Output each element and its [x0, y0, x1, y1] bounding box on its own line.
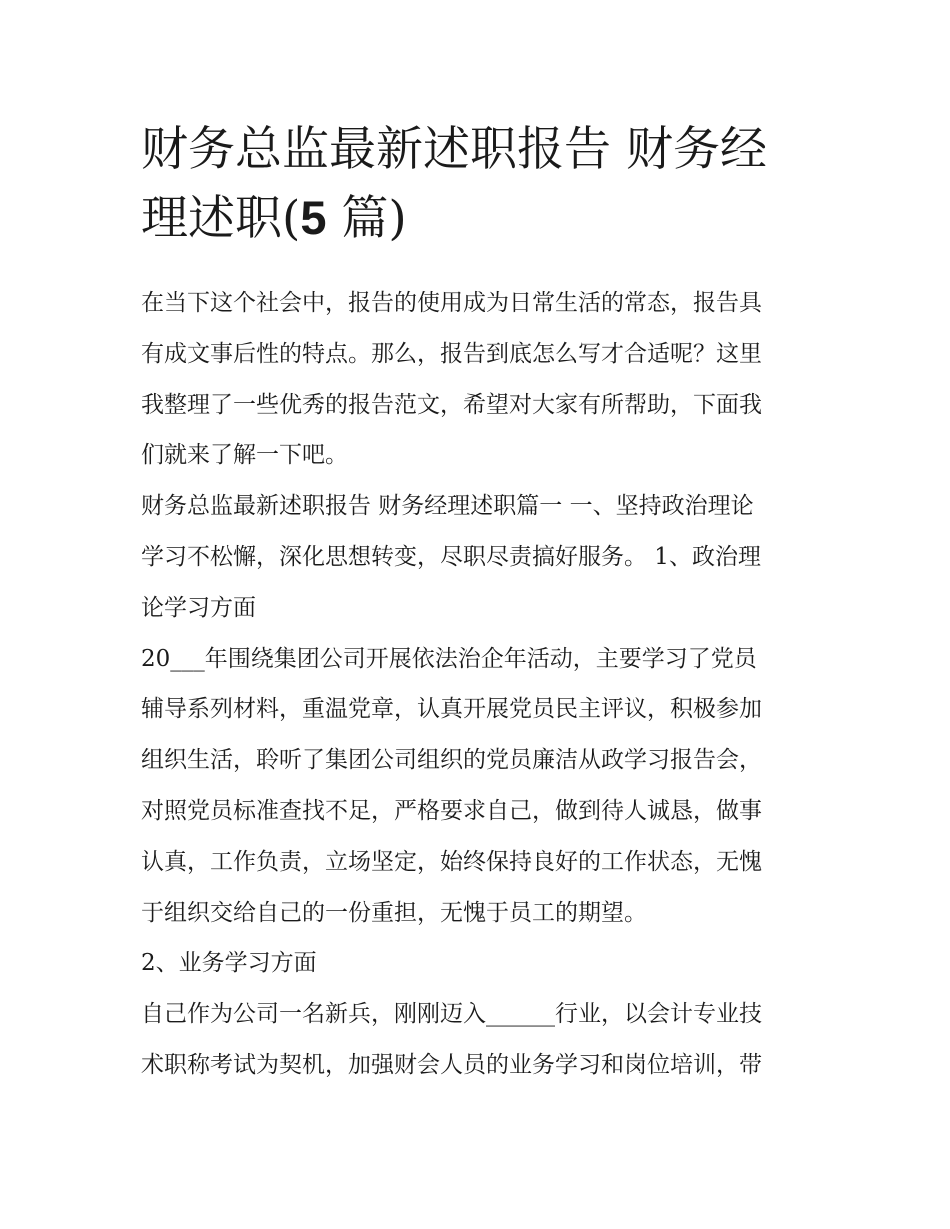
title-count: 5: [300, 191, 327, 244]
body-line: 我整理了一些优秀的报告范文，希望对大家有所帮助，下面我: [141, 391, 762, 418]
body-line: 于组织交给自己的一份重担，无愧于员工的期望。: [141, 899, 647, 926]
title-line-1: 财务总监最新述职报告 财务经: [141, 122, 767, 177]
body-line: 2、业务学习方面: [141, 950, 317, 977]
body-line: 20___年围绕集团公司开展依法治企年活动，主要学习了党员: [141, 645, 757, 672]
body-line: 在当下这个社会中，报告的使用成为日常生活的常态，报告具: [141, 290, 762, 316]
body-line: 财务总监最新述职报告 财务经理述职篇一 一、坚持政治理论: [141, 493, 754, 520]
body-line: 术职称考试为契机，加强财会人员的业务学习和岗位培训，带: [141, 1051, 762, 1078]
title-line-2: [141, 184, 821, 252]
body-line: 们就来了解一下吧。: [141, 442, 348, 469]
body-line: 认真，工作负责，立场坚定，始终保持良好的工作状态，无愧: [141, 848, 762, 875]
title-line-2-text: 理述职(: [141, 191, 301, 246]
body-line: 学习不松懈，深化思想转变，尽职尽责搞好服务。 1、政治理: [141, 543, 761, 570]
title-line-2-suffix: 篇): [326, 191, 407, 246]
body-line: 论学习方面: [141, 594, 256, 621]
body-line: 对照党员标准查找不足，严格要求自己，做到待人诚恳，做事: [141, 797, 762, 824]
body-line: 有成文事后性的特点。那么，报告到底怎么写才合适呢？这里: [141, 340, 762, 367]
document-body: [141, 278, 821, 1091]
body-line: 辅导系列材料，重温党章，认真开展党员民主评议，积极参加: [141, 696, 762, 723]
body-line: 组织生活，聆听了集团公司组织的党员廉洁从政学习报告会，: [141, 747, 762, 774]
document-title: [141, 116, 821, 252]
body-line: 自己作为公司一名新兵，刚刚迈入______行业，以会计专业技: [141, 1001, 762, 1028]
